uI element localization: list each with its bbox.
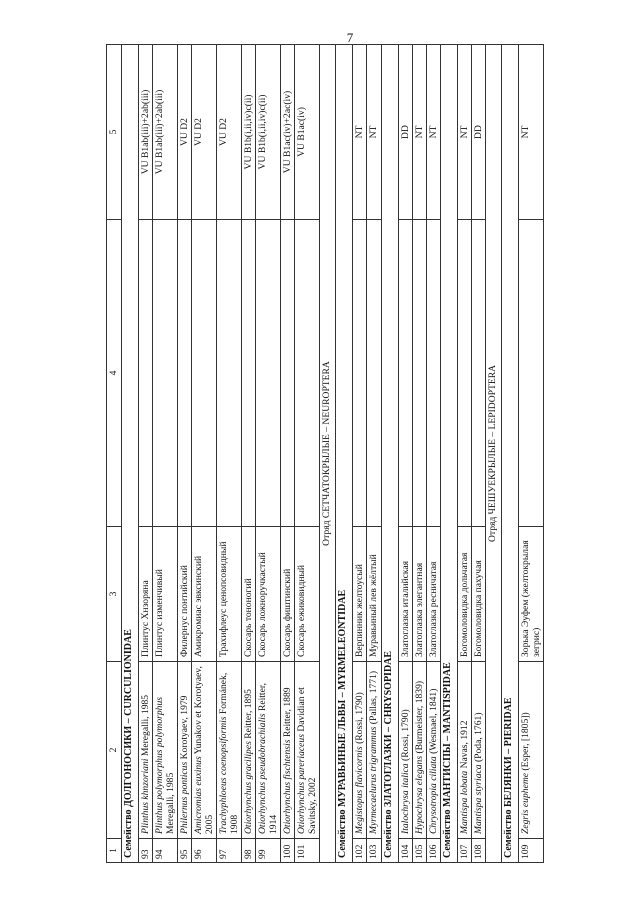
- species-russian-name: Скосарь фиштинский: [281, 527, 295, 662]
- row-number: 106: [426, 839, 440, 863]
- species-scientific-name: Megistopus flavicornis: [354, 746, 366, 834]
- species-latin-name: [412, 662, 426, 839]
- column-4-cell: [153, 220, 178, 527]
- species-russian-name: Златоглазка италийская: [398, 527, 412, 662]
- table-row: [471, 45, 485, 863]
- species-latin-name: [398, 662, 412, 839]
- species-latin-name: [367, 662, 381, 839]
- species-scientific-name: Philernus ponticus: [179, 761, 191, 834]
- family-heading: Семейство БЕЛЯНКИ – PIERIDAE: [501, 45, 518, 863]
- species-author: Reitter, 1914: [257, 682, 280, 834]
- iucn-category: VU B1ac(iv)+2ac(iv): [281, 45, 295, 220]
- species-russian-name: Амикромиас эвксинский: [192, 527, 217, 662]
- species-latin-name: [518, 662, 543, 839]
- species-russian-name: Скосарь тононогий: [242, 527, 256, 662]
- column-4-cell: [139, 220, 153, 527]
- species-scientific-name: Zegris eupheme: [519, 772, 531, 834]
- species-russian-name: Муравьиный лев жёлтый: [367, 527, 381, 662]
- row-number: 108: [471, 839, 485, 863]
- species-author: Korotyaev, 1979: [179, 695, 191, 762]
- table-row: [139, 45, 153, 863]
- column-4-cell: [426, 220, 440, 527]
- header-cell: 4: [107, 220, 122, 527]
- rotated-table-sheet: [106, 45, 590, 863]
- column-4-cell: [412, 220, 426, 527]
- table-row: [153, 45, 178, 863]
- species-latin-name: [153, 662, 178, 839]
- species-author: Reitter, 1889: [282, 687, 294, 740]
- species-author: Davidian et Savitsky, 2002: [296, 687, 319, 834]
- species-author: Navas, 1912: [458, 720, 470, 771]
- species-latin-name: [178, 662, 192, 839]
- iucn-category: VU B1ab(iii)+2ab(iii): [153, 45, 178, 220]
- species-russian-name: Плинтус изменчивый: [153, 527, 178, 662]
- table-row: [412, 45, 426, 863]
- iucn-category: VU D2: [178, 45, 192, 220]
- header-cell: 1: [107, 839, 122, 863]
- order-heading: Отряд ЧЕШУЕКРЫЛЫЕ – LEPIDOPTERA: [485, 45, 501, 863]
- iucn-category: VU D2: [217, 45, 242, 220]
- row-number: 100: [281, 839, 295, 863]
- species-russian-name: Трахифлеус ценопсовидный: [217, 527, 242, 662]
- table-row: [398, 45, 412, 863]
- species-author: (Pallas, 1771): [368, 670, 380, 727]
- family-row: [501, 45, 518, 863]
- header-row: [107, 45, 122, 863]
- species-latin-name: [192, 662, 217, 839]
- family-heading: Семейство ЗЛАТОГЛАЗКИ – CHRYSOPIDAE: [381, 45, 398, 863]
- table-row: [367, 45, 381, 863]
- iucn-category: VU B1b(i,ii,iv)c(ii): [242, 45, 256, 220]
- column-4-cell: [353, 220, 367, 527]
- table-row: [426, 45, 440, 863]
- table-body: [107, 45, 544, 863]
- species-author: (Burmeister, 1839): [413, 680, 425, 756]
- family-row: [122, 45, 139, 863]
- column-4-cell: [471, 220, 485, 527]
- table-row: [256, 45, 281, 863]
- species-author: (Wesmael, 1841): [427, 688, 439, 757]
- family-row: [336, 45, 353, 863]
- species-scientific-name: Myrmecaelurus trigrammus: [368, 726, 380, 834]
- species-scientific-name: Plinthus polymorphus polymorphus: [154, 697, 166, 834]
- row-number: 94: [153, 839, 178, 863]
- family-row: [381, 45, 398, 863]
- iucn-category: NT: [518, 45, 543, 220]
- table-row: [281, 45, 295, 863]
- species-latin-name: [242, 662, 256, 839]
- row-number: 107: [457, 839, 471, 863]
- species-author: (Rossi, 1790): [399, 709, 411, 764]
- species-russian-name: Плинтус Хнзоряна: [139, 527, 153, 662]
- species-latin-name: [353, 662, 367, 839]
- species-scientific-name: Trachyphloeus coenopsiformis: [218, 716, 230, 834]
- row-number: 101: [295, 839, 320, 863]
- species-latin-name: [295, 662, 320, 839]
- column-4-cell: [281, 220, 295, 527]
- species-latin-name: [217, 662, 242, 839]
- species-latin-name: [256, 662, 281, 839]
- iucn-category: VU B1ac(iv): [295, 45, 320, 220]
- species-author: Yunakov et Korotyaev, 2005: [193, 666, 216, 834]
- table-row: [217, 45, 242, 863]
- row-number: 99: [256, 839, 281, 863]
- order-row: [485, 45, 501, 863]
- iucn-category: VU B1b(i,ii,iv)c(ii): [256, 45, 281, 220]
- species-table: [106, 44, 544, 863]
- family-row: [440, 45, 457, 863]
- page-number: 7: [346, 30, 354, 45]
- header-cell: 5: [107, 45, 122, 220]
- species-latin-name: [457, 662, 471, 839]
- iucn-category: NT: [367, 45, 381, 220]
- table-row: [353, 45, 367, 863]
- column-4-cell: [178, 220, 192, 527]
- table-row: [518, 45, 543, 863]
- species-author: Reitter, 1895: [243, 689, 255, 742]
- species-scientific-name: Otiorhynchus fischtensis: [282, 739, 294, 834]
- species-scientific-name: Hypochrysa elegans: [413, 755, 425, 834]
- row-number: 109: [518, 839, 543, 863]
- row-number: 103: [367, 839, 381, 863]
- row-number: 96: [192, 839, 217, 863]
- species-russian-name: Верпинник желтоусый: [353, 527, 367, 662]
- species-author: Formánek, 1908: [218, 672, 241, 834]
- family-heading: Семейство МУРАВЬИНЫЕ ЛЬВЫ – MYRMELEONTIDAE: [336, 45, 353, 863]
- row-number: 95: [178, 839, 192, 863]
- species-russian-name: Скосарь ежиковидный: [295, 527, 320, 662]
- header-cell: 2: [107, 662, 122, 839]
- species-scientific-name: Plinthus khnzoriani: [140, 758, 151, 834]
- row-number: 102: [353, 839, 367, 863]
- order-row: [320, 45, 336, 863]
- species-latin-name: [281, 662, 295, 839]
- species-russian-name: Скосарь ложноручкастый: [256, 527, 281, 662]
- column-4-cell: [398, 220, 412, 527]
- species-author: Meregalli, 1985: [165, 772, 177, 834]
- column-4-cell: [192, 220, 217, 527]
- row-number: 98: [242, 839, 256, 863]
- family-heading: Семейство МАНТИСПЫ – MANTISPIDAE: [440, 45, 457, 863]
- species-russian-name: Богомоловидка дольчатая: [457, 527, 471, 662]
- species-russian-name: Филернус понтийский: [178, 527, 192, 662]
- iucn-category: NT: [353, 45, 367, 220]
- column-4-cell: [295, 220, 320, 527]
- table-row: [242, 45, 256, 863]
- species-russian-name: Зорька Эуфем (желтокрылая зегрис): [518, 527, 543, 662]
- column-4-cell: [242, 220, 256, 527]
- iucn-category: VU D2: [192, 45, 217, 220]
- species-author: (Esper, [1805]): [519, 712, 531, 773]
- header-cell: 3: [107, 527, 122, 662]
- family-heading: Семейство ДОЛГОНОСИКИ – CURCULIONIDAE: [122, 45, 139, 863]
- order-heading: Отряд СЕТЧАТОКРЫЛЫЕ – NEUROPTERA: [320, 45, 336, 863]
- table-row: [295, 45, 320, 863]
- row-number: 97: [217, 839, 242, 863]
- species-latin-name: [471, 662, 485, 839]
- species-russian-name: Богомоловидка пахучая: [471, 527, 485, 662]
- iucn-category: NT: [426, 45, 440, 220]
- row-number: 104: [398, 839, 412, 863]
- species-scientific-name: Otiorhynchus gracilipes: [243, 741, 255, 834]
- iucn-category: DD: [398, 45, 412, 220]
- species-russian-name: Златоглазка элегантная: [412, 527, 426, 662]
- species-latin-name: [426, 662, 440, 839]
- species-latin-name: [139, 662, 153, 839]
- species-scientific-name: Otiorhynchus pseudobrachialis: [257, 713, 269, 834]
- species-russian-name: Златоглазка ресничатая: [426, 527, 440, 662]
- species-scientific-name: Amicromias euxinus: [193, 756, 205, 834]
- column-4-cell: [256, 220, 281, 527]
- table-row: [178, 45, 192, 863]
- column-4-cell: [518, 220, 543, 527]
- species-scientific-name: Mantispa lobata: [458, 770, 470, 834]
- row-number: 105: [412, 839, 426, 863]
- column-4-cell: [217, 220, 242, 527]
- row-number: 93: [139, 839, 153, 863]
- table-row: [457, 45, 471, 863]
- table-row: [192, 45, 217, 863]
- iucn-category: NT: [457, 45, 471, 220]
- species-author: Meregalli, 1985: [140, 694, 151, 759]
- column-4-cell: [367, 220, 381, 527]
- species-author: (Rossi, 1790): [354, 692, 366, 747]
- species-scientific-name: Chrysotropia ciliata: [427, 756, 439, 834]
- iucn-category: DD: [471, 45, 485, 220]
- iucn-category: VU B1ab(iii)+2ab(iii): [139, 45, 153, 220]
- species-author: (Poda, 1761): [472, 712, 484, 765]
- column-4-cell: [457, 220, 471, 527]
- species-scientific-name: Mantispa styriaca: [472, 764, 484, 834]
- iucn-category: NT: [412, 45, 426, 220]
- species-scientific-name: Italochrysa italica: [399, 763, 411, 834]
- species-scientific-name: Otiorhynchus pareriaceus: [296, 734, 308, 834]
